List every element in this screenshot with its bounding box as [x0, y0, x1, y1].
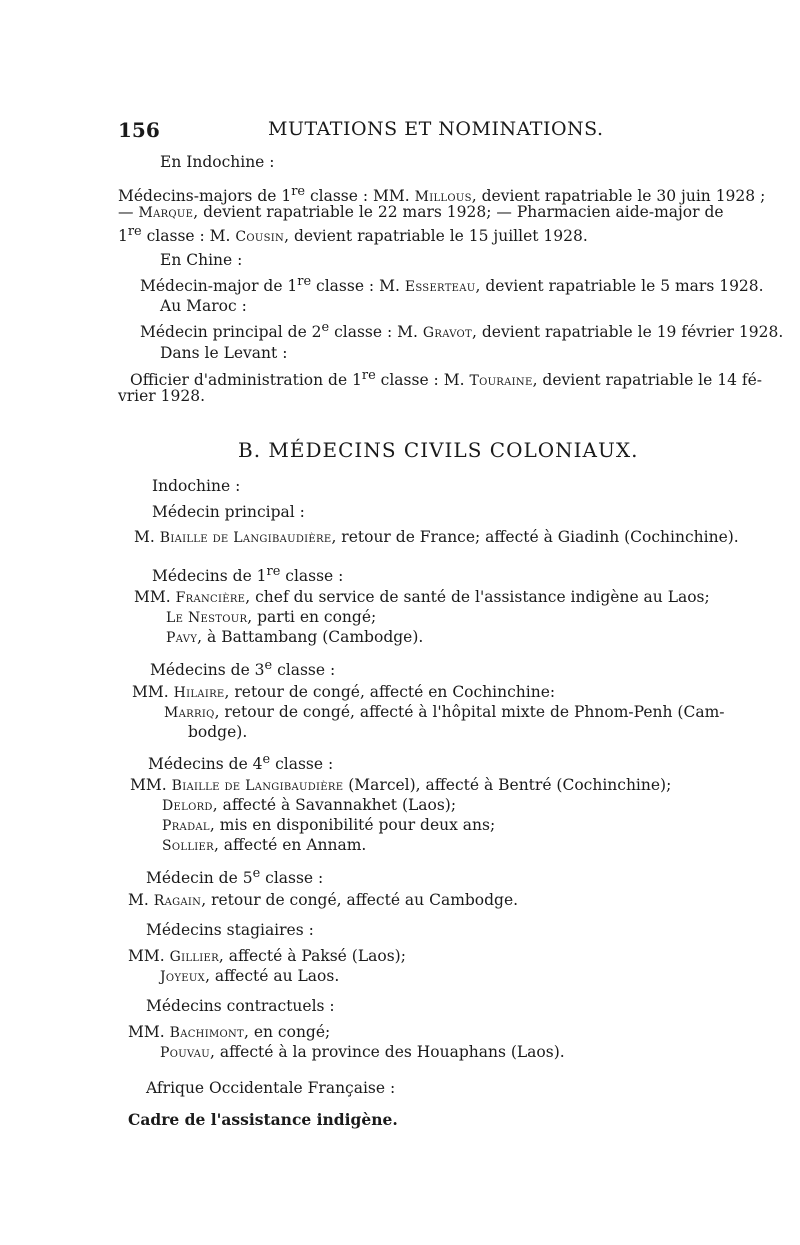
text-fragment: , devient rapatriable le 15 juillet 1928.: [284, 227, 588, 246]
paragraph-line: [140, 318, 783, 343]
paragraph-line: [118, 222, 588, 247]
paragraph-line: [132, 682, 555, 703]
superscript: re: [266, 564, 281, 579]
text-fragment: MM.: [128, 1023, 170, 1041]
text-fragment: classe : MM.: [305, 187, 415, 206]
text-fragment: (Marcel), affecté à Bentré (Cochinchine);: [343, 776, 672, 794]
text-fragment: classe :: [272, 661, 336, 680]
paragraph-line: [160, 1042, 565, 1063]
person-name: Gillier: [169, 949, 219, 965]
heading-medecin-principal: Médecin principal :: [152, 503, 305, 521]
text-fragment: , devient rapatriable le 19 février 1928.: [472, 323, 784, 342]
paragraph-line: [128, 890, 518, 911]
person-name: Gravot: [422, 325, 473, 342]
person-name: Biaille de Langibaudière: [159, 530, 332, 546]
superscript: e: [252, 866, 261, 881]
superscript: re: [297, 274, 312, 289]
person-name: Francière: [175, 590, 246, 606]
text-fragment: classe : M.: [375, 371, 470, 390]
text-fragment: , affecté à la province des Houaphans (Laos).: [210, 1043, 565, 1061]
heading-medecins-1re-classe: [152, 562, 343, 586]
text-fragment: Médecin de 5: [146, 869, 253, 888]
running-title: MUTATIONS ET NOMINATIONS.: [268, 118, 604, 140]
person-name: Millous: [414, 189, 472, 206]
text-fragment: , retour de congé, affecté à l'hôpital mixte de Phnom-Penh (Cam-: [214, 703, 725, 721]
text-fragment: MM.: [128, 947, 170, 965]
superscript: re: [361, 368, 376, 383]
superscript: re: [127, 224, 142, 239]
paragraph-line: [166, 627, 423, 648]
text-fragment: Médecins de 1: [152, 567, 267, 586]
text-fragment: , devient rapatriable le 22 mars 1928; — Pharmacien aide-major de: [193, 203, 724, 221]
text-fragment: classe : M.: [141, 227, 236, 246]
text-fragment: M.: [128, 891, 154, 909]
text-fragment: , devient rapatriable le 14 fé-: [532, 371, 763, 390]
paragraph-line: [118, 202, 724, 223]
paragraph-line: bodge).: [188, 723, 248, 741]
heading-en-indochine: En Indochine :: [160, 153, 275, 171]
person-name: Delord: [162, 798, 213, 814]
person-name: Le Nestour: [166, 610, 248, 626]
person-name: Biaille de Langibaudière: [171, 778, 344, 794]
text-fragment: —: [118, 203, 139, 221]
text-fragment: , retour de congé, affecté au Cambodge.: [201, 891, 519, 909]
paragraph-line: [140, 272, 764, 297]
heading-medecins-contractuels: Médecins contractuels :: [146, 997, 335, 1015]
text-fragment: Officier d'administration de 1: [130, 371, 362, 390]
text-fragment: , affecté au Laos.: [205, 967, 340, 985]
text-fragment: , mis en disponibilité pour deux ans;: [209, 816, 496, 834]
heading-afrique-occidentale: Afrique Occidentale Française :: [146, 1079, 396, 1097]
heading-medecins-4e-classe: [148, 750, 333, 774]
superscript: e: [264, 658, 273, 673]
paragraph-line: [130, 775, 671, 796]
paragraph-line: [162, 835, 366, 856]
text-fragment: MM.: [134, 588, 176, 606]
paragraph-line: [162, 795, 456, 816]
superscript: e: [321, 320, 330, 335]
text-fragment: classe :: [260, 869, 324, 888]
text-fragment: , retour de congé, affecté en Cochinchine:: [224, 683, 556, 701]
text-fragment: Médecins de 3: [150, 661, 265, 680]
text-fragment: Médecin principal de 2: [140, 323, 322, 342]
person-name: Pradal: [162, 818, 210, 834]
paragraph-line: [160, 966, 339, 987]
heading-en-chine: En Chine :: [160, 251, 243, 269]
heading-medecins-stagiaires: Médecins stagiaires :: [146, 921, 314, 939]
superscript: re: [291, 184, 306, 199]
person-name: Sollier: [162, 838, 214, 854]
text-fragment: MM.: [132, 683, 174, 701]
person-name: Ragain: [153, 893, 202, 909]
paragraph-line: [134, 527, 739, 548]
superscript: e: [262, 752, 271, 767]
text-fragment: classe : M.: [329, 323, 423, 342]
person-name: Esserteau: [404, 279, 476, 296]
person-name: Joyeux: [160, 969, 206, 985]
text-fragment: , devient rapatriable le 30 juin 1928 ;: [471, 187, 766, 206]
paragraph-line: [128, 1022, 330, 1043]
person-name: Cousin: [235, 229, 285, 246]
paragraph-line: [166, 607, 376, 628]
section-title: B. MÉDECINS CIVILS COLONIAUX.: [238, 438, 639, 462]
text-fragment: 1: [118, 227, 128, 246]
text-fragment: , à Battambang (Cambodge).: [197, 628, 424, 646]
text-fragment: MM.: [130, 776, 172, 794]
person-name: Hilaire: [173, 685, 225, 701]
text-fragment: classe :: [280, 567, 344, 586]
text-fragment: , parti en congé;: [247, 608, 377, 626]
paragraph-line: [162, 815, 495, 836]
text-fragment: Médecins de 4: [148, 755, 263, 774]
text-fragment: , devient rapatriable le 5 mars 1928.: [475, 277, 764, 296]
text-fragment: , en congé;: [244, 1023, 331, 1041]
heading-medecin-5e-classe: [146, 864, 323, 888]
paragraph-line: [134, 587, 710, 608]
text-fragment: Médecin-major de 1: [140, 277, 298, 296]
person-name: Marriq: [164, 705, 215, 721]
page-number: 156: [118, 118, 160, 142]
heading-indochine: Indochine :: [152, 477, 241, 495]
person-name: Marque: [138, 205, 194, 221]
text-fragment: , chef du service de santé de l'assistance indigène au Laos;: [245, 588, 710, 606]
person-name: Pavy: [166, 630, 198, 646]
paragraph-line: vrier 1928.: [118, 387, 206, 405]
text-fragment: , affecté à Savannakhet (Laos);: [212, 796, 457, 814]
person-name: Pouvau: [160, 1045, 211, 1061]
text-fragment: , retour de France; affecté à Giadinh (Cochinchine).: [331, 528, 739, 546]
text-fragment: Médecins-majors de 1: [118, 187, 292, 206]
text-fragment: , affecté en Annam.: [213, 836, 367, 854]
paragraph-line: [164, 702, 725, 723]
heading-dans-le-levant: Dans le Levant :: [160, 344, 288, 362]
heading-au-maroc: Au Maroc :: [160, 297, 247, 315]
text-fragment: classe : M.: [311, 277, 405, 296]
subheading-cadre-assistance: Cadre de l'assistance indigène.: [128, 1110, 398, 1129]
heading-medecins-3e-classe: [150, 656, 335, 680]
text-fragment: M.: [134, 528, 160, 546]
paragraph-line: [130, 366, 763, 391]
paragraph-line: [128, 946, 406, 967]
text-fragment: , affecté à Paksé (Laos);: [218, 947, 406, 965]
person-name: Bachimont: [169, 1025, 244, 1041]
person-name: Touraine: [469, 373, 533, 390]
text-fragment: classe :: [270, 755, 334, 774]
